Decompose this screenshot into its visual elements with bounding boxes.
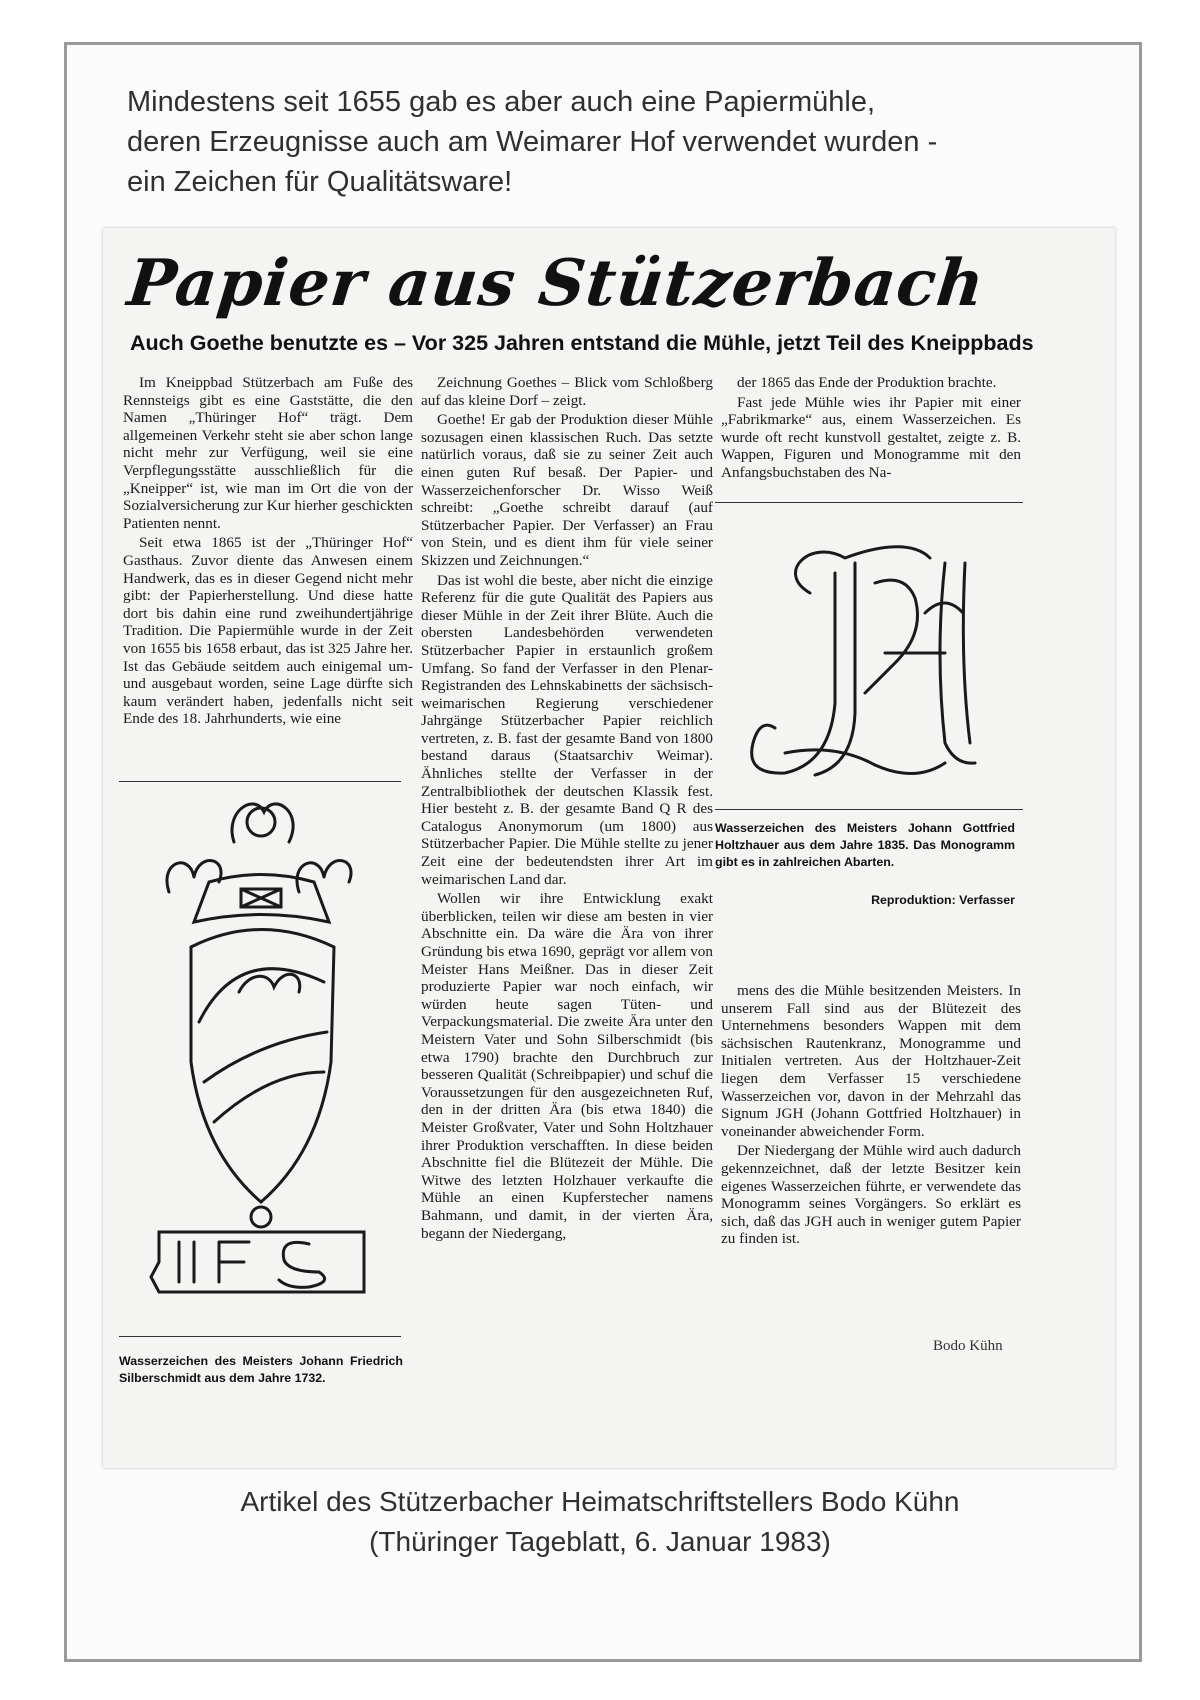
paragraph: Im Kneippbad Stützerbach am Fuße des Rennsteigs gibt es eine Gaststätte, die den Namen „Thüringer Hof“ trägt. Dem allgemeinen Verkehr steht sie aber schon lange nicht mehr zur Verfügung, weil sie eine Verpflegungsstätte ausschließlich für die „Kneipper“ ist, wie man im Ort die von der Sozialversicherung zur Kur hierher geschickten Patienten nennt.: [123, 374, 413, 532]
paragraph: Fast jede Mühle wies ihr Papier mit einer „Fabrikmarke“ aus, einem Wasserzeichen. Es wurde oft recht kunstvoll gestaltet, zeigte z. B. Wappen, Figuren und Monogramme mit den Anfangsbuchstaben des Na-: [721, 393, 1021, 481]
article-column-2: [421, 374, 713, 1242]
outro-text: [100, 1482, 1100, 1562]
watermark-figure-holtzhauer: [715, 502, 1023, 810]
article-subhead: Auch Goethe benutzte es – Vor 325 Jahren entstand die Mühle, jetzt Teil des Kneippbads: [130, 331, 1034, 355]
paragraph: Das ist wohl die beste, aber nicht die einzige Referenz für die gute Qualität des Papiers aus dieser Mühle in der Zeit ihrer Blüte. Auch die obersten Landesbehörden verwendeten Stützerbacher Papier in erstaunlich großem Umfang. So fand der Verfasser in den Plenar-Registranden des Lehnskabinetts der sächsisch-weimarischen Regierung verschiedener Jahrgänge Stützerbacher Papier reichlich vertreten, z. B. fast der gesamte Band von 1800 bestand daraus (Staatsarchiv Weimar). Ähnliches stellte der Verfasser in der Zentralbibliothek der deutschen Klassik fest. Hier besteht z. B. der gesamte Band Q R des Catalogus Anonymorum (um 1800) aus Stützerbacher Papier. Die Mühle stellte zu jener Zeit eine der bedeutendsten ihrer Art im weimarischen Land dar.: [421, 571, 713, 888]
paragraph: Der Niedergang der Mühle wird auch dadurch gekennzeichnet, daß der letzte Besitzer kein eigenes Wasserzeichen führte, er verwendete das Monogramm seines Vorgängers. So erklärt es sich, daß das JGH auch in weniger gutem Papier zu finden ist.: [721, 1142, 1021, 1248]
watermark-figure-silberschmidt: [119, 781, 401, 1337]
outro-line: (Thüringer Tageblatt, 6. Januar 1983): [369, 1526, 831, 1557]
coat-of-arms-watermark-drawing: [119, 782, 401, 1336]
paragraph: mens des die Mühle besitzenden Meisters. In unserem Fall sind aus der Blütezeit des Unternehmens besonders Wappen mit dem sächsischen Rautenkranz, Monogramme und Initialen vertreten. Aus der Holtzhauer-Zeit liegen dem Verfasser 15 verschiedene Wasserzeichen vor, davon in der Mehrzahl das Signum JGH (Johann Gottfried Holtzhauer) in voneinander abweichender Form.: [721, 982, 1021, 1140]
intro-line: deren Erzeugnisse auch am Weimarer Hof verwendet wurden -: [127, 126, 938, 158]
paragraph: Wollen wir ihre Entwicklung exakt überblicken, teilen wir diese am besten in vier Abschnitte ein. Da wäre die Ära von ihrer Gründung bis etwa 1690, geprägt vor allem von Meister Hans Meißner. Das in dieser Zeit produzierte Papier war noch einfach, wir würden heute sagen Tüten- und Verpackungsmaterial. Die zweite Ära unter den Meistern Vater und Sohn Silberschmidt (bis etwa 1790) brachte den Durchbruch zur besseren Qualität (Schreibpapier) und schuf die Voraussetzungen für den ausgezeichneten Ruf, den in der dritten Ära (bis etwa 1840) die Meister Großvater, Vater und Sohn Holtzhauer ihrer Produktion verschafften. In diese beiden Abschnitte fiel die Blütezeit der Mühle. Die Witwe des letzten Holzhauer verkaufte die Mühle an einen Kupferstecher namens Bahmann, und damit, in der vierten Ära, begann der Niedergang,: [421, 890, 713, 1242]
newspaper-clipping: [103, 228, 1115, 1468]
article-column-3-top: [721, 374, 1021, 482]
article-column-1: [123, 374, 413, 728]
caption-left: Wasserzeichen des Meisters Johann Friedrich Silberschmidt aus dem Jahre 1732.: [119, 1354, 403, 1385]
paragraph: Seit etwa 1865 ist der „Thüringer Hof“ Gasthaus. Zuvor diente das Anwesen einem Handwerk, das es in dieser Gegend nicht mehr gibt: der Papierherstellung. Und diese hatte dort bis dahin eine rund zweihundertjährige Tradition. Die Papiermühle wurde in der Zeit von 1655 bis 1658 erbaut, das ist 325 Jahre her. Ist das Gebäude seitdem auch einigemal um- und ausgebaut worden, seine Lage dürfte sich kaum verändert haben, jedenfalls nicht seit Ende des 18. Jahrhunderts, wie eine: [123, 534, 413, 728]
author-signature: Bodo Kühn: [933, 1338, 1003, 1354]
paragraph: Zeichnung Goethes – Blick vom Schloßberg auf das kleine Dorf – zeigt.: [421, 374, 713, 409]
caption-right: Wasserzeichen des Meisters Johann Gottfried Holtzhauer aus dem Jahre 1835. Das Monogramm gibt es in zahlreichen Abarten.: [715, 821, 1015, 869]
intro-line: ein Zeichen für Qualitätsware!: [127, 166, 513, 198]
monogram-watermark-drawing: [715, 503, 1023, 809]
outro-line: Artikel des Stützerbacher Heimatschriftstellers Bodo Kühn: [240, 1486, 960, 1517]
article-column-3-bottom: [721, 982, 1021, 1248]
intro-line: Mindestens seit 1655 gab es aber auch eine Papiermühle,: [127, 86, 876, 118]
paragraph: der 1865 das Ende der Produktion brachte.: [737, 374, 997, 391]
reproduction-credit: Reproduktion: Verfasser: [871, 893, 1015, 907]
intro-text: [127, 82, 1072, 202]
paragraph: Goethe! Er gab der Produktion dieser Mühle sozusagen einen klassischen Ruch. Das setzte natürlich voraus, daß sie zu seiner Zeit auch einen guten Ruf besaß. Der Papier- und Wasserzeichenforscher Dr. Wisso Weiß schreibt: „Goethe schreibt darauf (auf Stützerbacher Papier. Der Verfasser) an Frau von Stein, und es dient ihm für viele seiner Skizzen und Zeichnungen.“: [421, 411, 713, 569]
article-headline: Papier aus Stützerbach: [124, 246, 989, 321]
